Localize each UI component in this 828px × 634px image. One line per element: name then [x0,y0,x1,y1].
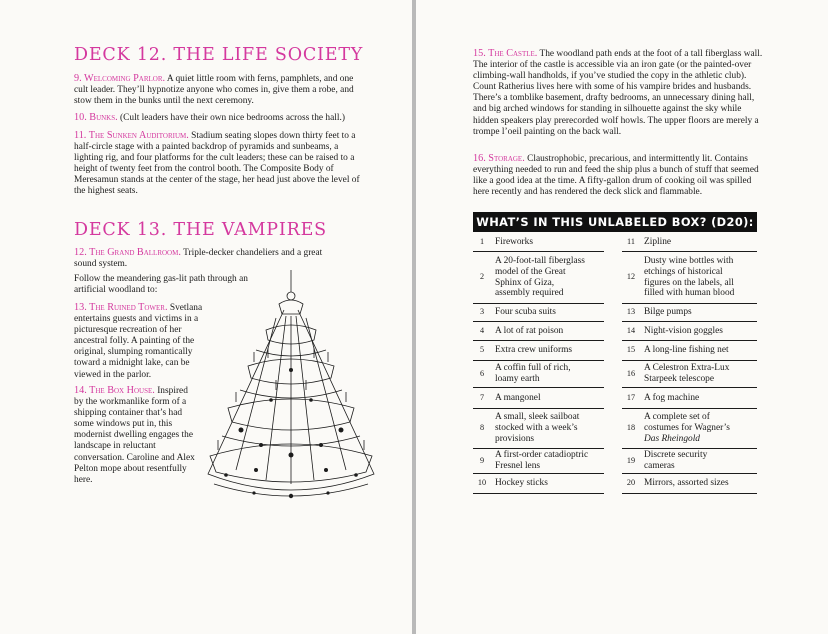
section-text-ruined-tower: Svetlana entertains guests and victims in a picturesque recreation of her ancestral folly. A painting of the original, slumping romantically toward a midnight lake, can be viewed in the parlor. [74,303,203,380]
roll-number: 19 [626,455,636,465]
roll-number: 14 [626,325,636,335]
roll-number: 17 [626,392,636,402]
paragraph-storage [473,153,763,198]
item-text-line: Four scuba suits [495,307,556,318]
table-row [473,361,604,388]
table-row [622,341,757,361]
section-title-welcoming-parlor: 9. Welcoming Parlor. [74,73,166,84]
item-text-line: A small, sleek sailboat [495,412,580,423]
table-row [622,252,757,304]
table-row [473,234,604,252]
item-text-line: Hockey sticks [495,478,548,489]
item-text-line: Dusty wine bottles with [644,255,734,266]
item-text-line: Zipline [644,237,672,248]
item-text-line: A coffin full of rich, [495,363,571,374]
item-text-line: loamy earth [495,374,540,384]
roll-number: 20 [626,478,636,488]
item-text-line: A first-order catadioptric [495,450,589,461]
table-row [473,388,604,409]
table-row [622,361,757,388]
table-row [473,341,604,361]
table-row [473,409,604,449]
table-row [473,474,604,494]
item-text-line: etchings of historical [644,266,723,277]
item-text-line: cameras [644,461,675,471]
section-text-storage: Claustrophobic, precarious, and intermittently lit. Contains everything needed to run and feed the ship plus a bunch of stuff that seemed like a good idea at the time. A fifty-gallon drum of cooking oil was spilled here recently and has rendered the deck slick and flammable. [473,154,759,198]
deck-13-title: DECK 13. THE VAMPIRES [74,220,327,240]
chandelier-illustration-icon [196,270,386,518]
item-text-line: A fog machine [644,392,700,403]
item-text-line: A mangonel [495,392,541,403]
section-text-grand-ballroom: Triple-decker chandeliers and a great sound system. [74,248,323,270]
table-row [473,449,604,474]
item-text-line: A complete set of [644,412,710,423]
item-text-line: A lot of rat poison [495,325,564,336]
paragraph-welcoming-parlor [74,73,364,107]
table-row [622,474,757,494]
roll-number: 16 [626,368,636,378]
roll-number: 6 [479,368,485,378]
item-text-line: Fireworks [495,237,534,248]
item-text-line: model of the Great [495,266,566,277]
item-text-line: stocked with a week’s [495,423,578,434]
roll-number: 2 [479,272,485,282]
section-title-sunken-auditorium: 11. The Sunken Auditorium. [74,130,189,141]
roll-number: 4 [479,325,485,335]
item-text-line: Discrete security [644,450,708,461]
section-title-storage: 16. Storage. [473,153,525,164]
d20-table-header: WHAT’S IN THIS UNLABELED BOX? (D20): [473,212,757,232]
section-text-bunks: (Cult leaders have their own nice bedrooms across the hall.) [117,113,345,123]
table-row [622,449,757,474]
deck-12-title: DECK 12. THE LIFE SOCIETY [74,45,364,65]
roll-number: 1 [479,237,485,247]
item-text-line: A Celestron Extra-Lux [644,363,730,374]
paragraph-ruined-tower [74,302,216,381]
item-text-line: Extra crew uniforms [495,345,573,356]
roll-number: 18 [626,423,636,433]
item-text-line: filled with human blood [644,288,735,299]
item-text-line: Sphinx of Giza, [495,277,555,288]
table-row [622,322,757,341]
roll-number: 10 [477,478,487,488]
table-row [622,234,757,252]
item-text-line: A long-line fishing net [644,345,729,356]
paragraph-the-castle [473,48,763,138]
item-text-line: costumes for Wagner’s [644,423,730,434]
section-text-welcoming-parlor: A quiet little room with ferns, pamphlets, and one cult leader. They’ll hypnotize anyone who comes in, give them a robe, and stow them in the bunks until the next ceremony. [74,74,354,107]
table-row [622,409,757,449]
section-text-sunken-auditorium: Stadium seating slopes down thirty feet to a half-circle stage with a painted backdrop of pyramids and sunbeams, a lighting rig, and four platforms for the cult leaders; these can be raised to a height of twenty feet from the control booth. The Composite Body of Meresamun stands at the center of the stage, her head just above the level of the highest seats. [74,131,360,197]
table-row [622,304,757,322]
roll-number: 7 [479,392,485,402]
roll-number: 9 [479,455,485,465]
paragraph-grand-ballroom [74,247,344,270]
table-row [473,252,604,304]
item-text-line: Fresnel lens [495,461,541,471]
roll-number: 3 [479,307,485,317]
table-row [473,322,604,341]
item-text-title: Das Rheingold [644,433,700,444]
section-title-the-castle: 15. The Castle. [473,48,538,59]
section-text-the-castle: The woodland path ends at the foot of a tall fiberglass wall. The interior of the castle is accessible via an iron gate (or the painted-over climbing-wall handholds, if you’ve studied the copy in the athletic club). Count Ratherius lives here with some of his vampire brides and husbands. There’s a tomblike basement, drafty bedrooms, an unnecessary dining hall, and big arched windows for standing in silhouette against the sky while hidden speakers play prerecorded wolf howls. The upper floors are merely a trompe l’oeil painting on the back wall. [473,49,763,137]
section-title-grand-ballroom: 12. The Grand Ballroom. [74,247,181,258]
table-row [473,304,604,322]
roll-number: 12 [626,272,636,282]
roll-number: 15 [626,345,636,355]
item-text-line: Bilge pumps [644,307,692,318]
item-text-line: Night-vision goggles [644,325,723,336]
section-title-bunks: 10. Bunks. [74,112,118,123]
table-row [622,388,757,409]
paragraph-sunken-auditorium [74,130,364,198]
item-text-line: figures on the labels, all [644,277,734,288]
item-text-line: provisions [495,433,535,444]
item-text-line: A 20-foot-tall fiberglass [495,255,585,266]
roll-number: 5 [479,345,485,355]
roll-number: 11 [627,237,635,247]
roll-number: 13 [626,307,636,317]
paragraph-box-house [74,385,198,486]
left-page [0,0,412,634]
item-text-line: Mirrors, assorted sizes [644,478,729,489]
paragraph-follow-path: Follow the meandering gas-lit path through an artificial woodland to: [74,274,248,296]
section-title-ruined-tower: 13. The Ruined Tower. [74,302,168,313]
section-title-box-house: 14. The Box House. [74,385,155,396]
item-text-line: Starpeek telescope [644,374,715,384]
section-text-box-house: Inspired by the workmanlike form of a shipping container that’s had some windows put in, this modernist dwelling engages the landscape in reluctant conversation. Caroline and Alex Pelton mope about resentfully here. [74,386,195,485]
item-text-line: assembly required [495,288,564,299]
paragraph-bunks [74,112,364,124]
roll-number: 8 [479,423,485,433]
